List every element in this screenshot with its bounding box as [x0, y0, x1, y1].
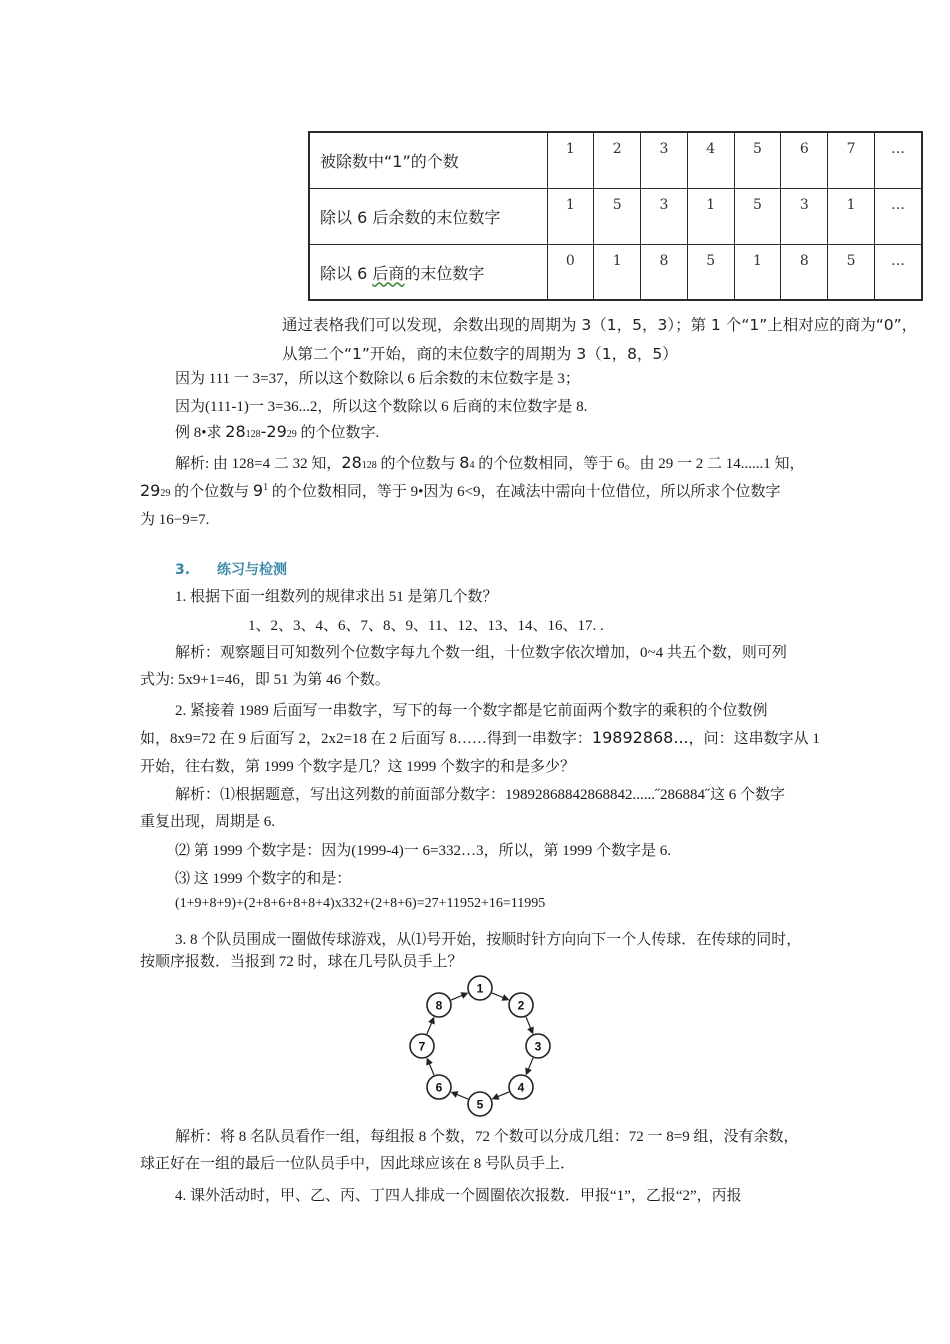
analysis-line-3: 为 16−9=7. [140, 512, 210, 528]
pass-arrow [526, 1058, 533, 1074]
table-cell: 1 [547, 188, 594, 244]
player-number: 5 [476, 1097, 484, 1112]
table-cell: 2 [594, 132, 641, 188]
pass-arrow [492, 993, 508, 1000]
math-base: 28 [341, 453, 362, 472]
answer-3-line-1: 解析：将 8 名队员看作一组，每组报 8 个数，72 个数可以分成几组：72 一 8=9 组，没有余数， [175, 1129, 799, 1145]
table-cell: 8 [641, 244, 688, 300]
math-exponent: 4 [469, 460, 475, 471]
table-row [309, 244, 922, 300]
answer-2-line-3: ⑵ 第 1999 个数字是：因为(1999-4)一 6=332…3，所以，第 1999 个数字是 6. [175, 843, 671, 859]
player-number: 7 [418, 1039, 426, 1054]
player-number: 6 [435, 1080, 443, 1095]
row-header-wavy: 后商 [372, 263, 405, 283]
analysis-line-1 [175, 452, 804, 473]
row-header [309, 244, 547, 300]
example-8 [175, 421, 379, 442]
math-exponent: 1 [263, 482, 269, 493]
observation-line-1: 通过表格我们可以发现，余数出现的周期为 3（1，5，3）；第 1 个“1”上相对应的商为“0”， [282, 316, 918, 334]
text-span: 的个位数字. [296, 425, 380, 441]
question-3-line-2: 按顺序报数．当报到 72 时，球在几号队员手上？ [140, 954, 463, 970]
player-nodes [410, 976, 550, 1116]
table-cell: 1 [594, 244, 641, 300]
text-span: 的个位数相同，等于 9•因为 6<9，在减法中需向十位借位，所以所求个位数字 [268, 484, 781, 500]
pass-arrow [451, 993, 467, 1000]
question-2-line-1: 2. 紧接着 1989 后面写一串数字，写下的每一个数字都是它前面两个数字的乘积的个位数例 [175, 703, 768, 719]
player-number: 4 [517, 1080, 525, 1095]
player-number: 1 [476, 981, 484, 996]
section-heading [175, 559, 287, 579]
observation-line-2: 从第二个“1”开始，商的末位数字的周期为 3（1，8，5） [282, 345, 678, 363]
answer-2-line-4: ⑶ 这 1999 个数字的和是： [175, 871, 352, 887]
answer-1-line-1: 解析：观察题目可知数列个位数字每九个数一组，十位数字依次增加，0~4 共五个数，则可列 [175, 645, 787, 661]
pass-arrow [427, 1059, 434, 1075]
table-cell: 3 [641, 132, 688, 188]
table-cell: 1 [687, 188, 734, 244]
answer-2-line-2: 重复出现，周期是 6. [140, 814, 276, 830]
table-row [309, 132, 922, 188]
question-3-line-1: 3. 8 个队员围成一圈做传球游戏，从⑴号开始，按顺时针方向向下一个人传球．在传球的同时， [175, 932, 802, 948]
player-number: 8 [435, 998, 443, 1013]
section-title: 练习与检测 [217, 562, 287, 578]
table-cell: 3 [641, 188, 688, 244]
row-header: 除以 6 后余数的末位数字 [309, 188, 547, 244]
math-base: 9 [252, 481, 264, 500]
table-cell: 6 [781, 132, 828, 188]
table-cell: 0 [547, 244, 594, 300]
text-span: 如，8x9=72 在 9 后面写 2，2x2=18 在 2 后面写 8……得到一串数字： [140, 731, 592, 747]
text-span: 的个位数相同，等于 6。由 29 一 2 二 14......1 知， [474, 456, 805, 472]
math-base: 29 [140, 481, 161, 500]
math-base: 8 [459, 453, 470, 472]
answer-3-line-2: 球正好在一组的最后一位队员手中，因此球应该在 8 号队员手上． [140, 1156, 576, 1172]
answer-2-line-5: (1+9+8+9)+(2+8+6+8+8+4)x332+(2+8+6)=27+11952+16=11995 [175, 896, 546, 911]
question-2-line-2 [140, 727, 820, 748]
pass-arrow [452, 1092, 468, 1099]
math-base: 28 [225, 422, 246, 441]
pass-arrow [493, 1092, 509, 1099]
table-cell: 7 [828, 132, 875, 188]
text-span: ，问：这串数字从 1 [688, 731, 820, 747]
table-cell: … [874, 188, 922, 244]
text-span: 的个位数与 [376, 456, 460, 472]
math-exponent: 128 [361, 460, 377, 471]
table-cell: 5 [734, 132, 781, 188]
text-line: 因为 111 一 3=37，所以这个数除以 6 后余数的末位数字是 3； [175, 371, 580, 387]
player-number: 2 [517, 998, 525, 1013]
table-cell: 1 [547, 132, 594, 188]
math-exponent: 128 [245, 429, 261, 440]
table-cell: 5 [594, 188, 641, 244]
table-row [309, 188, 922, 244]
row-header-pre: 除以 6 [320, 263, 373, 283]
text-line: 因为(111-1)一 3=36...2，所以这个数除以 6 后商的末位数字是 8. [175, 399, 588, 415]
row-header: 被除数中“1”的个数 [309, 132, 547, 188]
text-span: 例 8•求 [175, 425, 226, 441]
table-cell: … [874, 244, 922, 300]
question-1: 1. 根据下面一组数列的规律求出 51 是第几个数？ [175, 589, 498, 605]
table-cell: 4 [687, 132, 734, 188]
answer-1-line-2: 式为: 5x9+1=46，即 51 为第 46 个数。 [140, 672, 390, 688]
row-header-post: 的末位数字 [404, 263, 485, 283]
table-cell: 5 [687, 244, 734, 300]
table-cell: 1 [734, 244, 781, 300]
table-cell: 3 [781, 188, 828, 244]
question-2-line-3: 开始，往右数，第 1999 个数字是几？这 1999 个数字的和是多少？ [140, 759, 576, 775]
section-number: 3. [175, 562, 191, 578]
math-exponent: 29 [286, 429, 297, 440]
math-base: 29 [266, 422, 287, 441]
pass-arrow [526, 1017, 533, 1033]
table-cell: 5 [734, 188, 781, 244]
player-circle-diagram [395, 973, 565, 1118]
text-span: 的个位数与 [170, 484, 253, 500]
analysis-line-2 [140, 480, 781, 501]
answer-2-line-1: 解析：⑴根据题意，写出这列数的前面部分数字：19892868842868842......˝286884˝这 6 个数字 [175, 787, 785, 803]
pass-arrow [427, 1018, 434, 1034]
remainder-table [308, 131, 923, 301]
question-4-line-1: 4. 课外活动时，甲、乙、丙、丁四人排成一个圆圈依次报数．甲报“1”，乙报“2”，丙报 [175, 1188, 742, 1204]
table-cell: 5 [828, 244, 875, 300]
player-number: 3 [534, 1039, 542, 1054]
question-1-sequence: 1、2、3、4、6、7、8、9、11、12、13、14、16、17. . [248, 618, 604, 634]
table-cell: 1 [828, 188, 875, 244]
text-span: 解析: 由 128=4 二 32 知， [175, 456, 342, 472]
table-cell: 8 [781, 244, 828, 300]
number-string: 19892868... [591, 728, 689, 747]
math-operator: - [260, 422, 267, 441]
math-exponent: 29 [160, 488, 171, 499]
table-cell: … [874, 132, 922, 188]
